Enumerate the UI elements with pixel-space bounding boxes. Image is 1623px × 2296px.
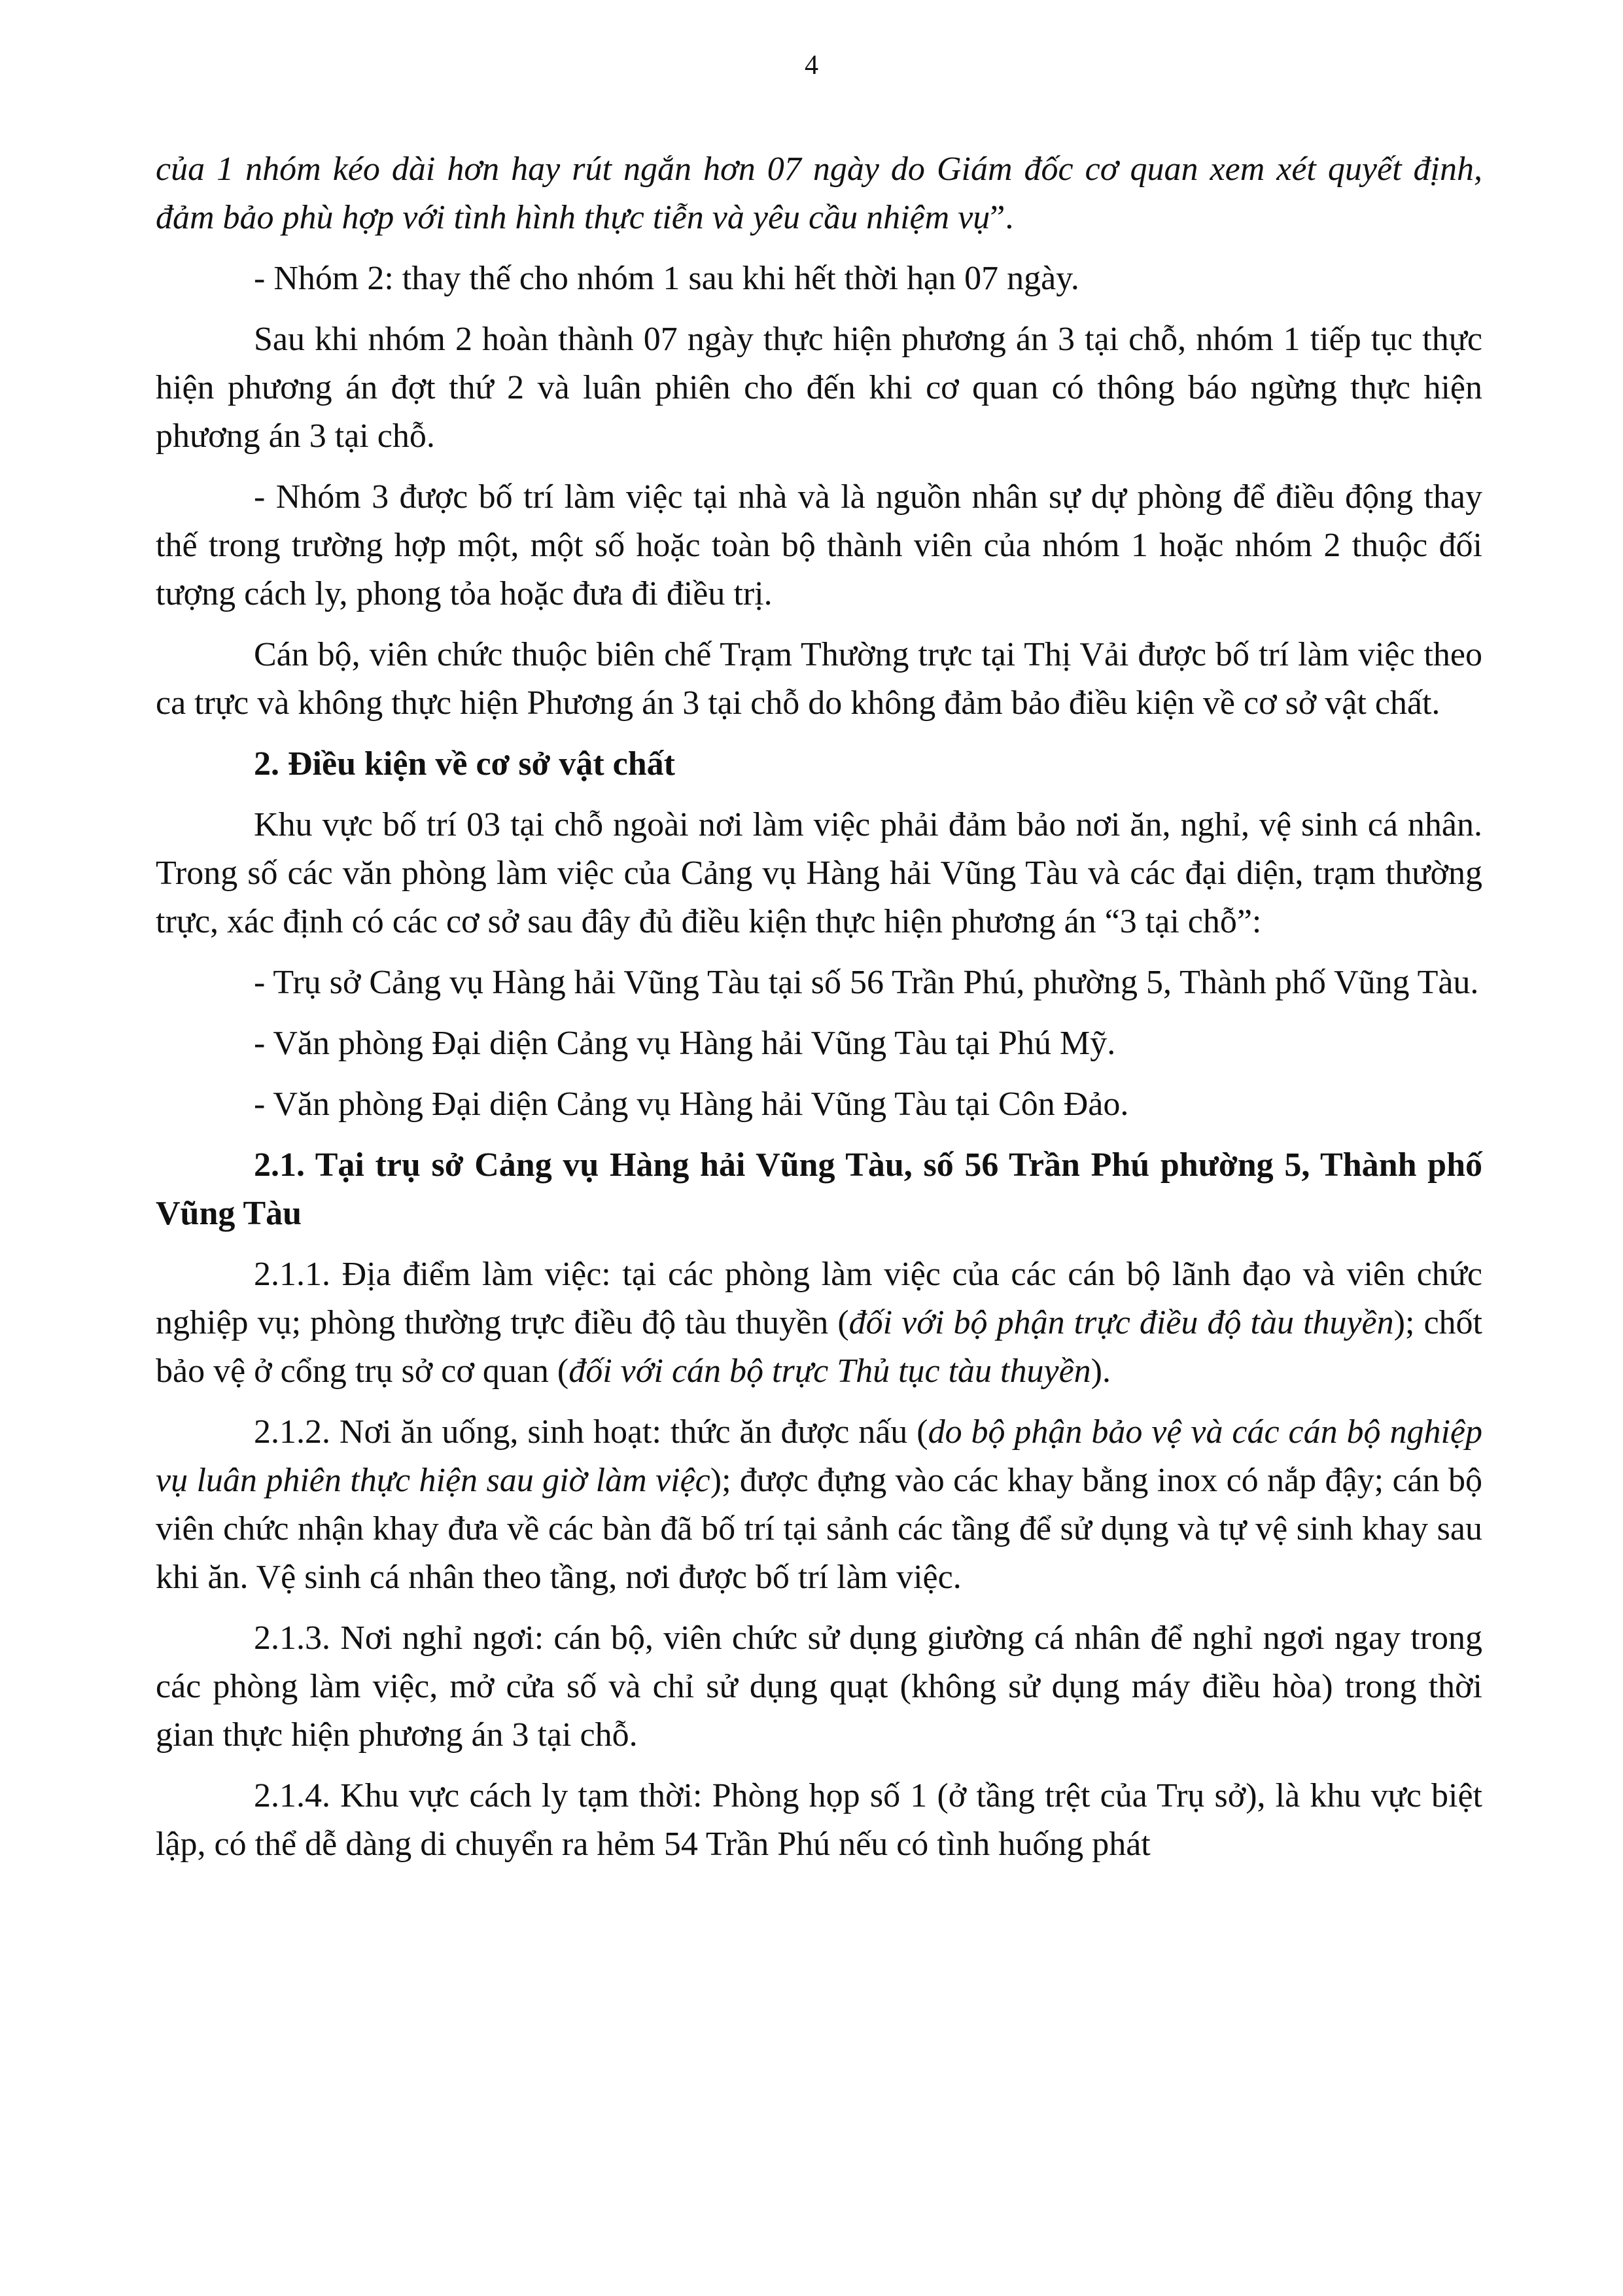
paragraph-rotation <box>156 315 1482 461</box>
paragraph-group-3 <box>156 473 1482 618</box>
document-body <box>156 145 1482 1869</box>
text-span: 2.1.1. Địa điểm làm việc: tại các phòng làm việc của các cán bộ lãnh đạo và viên chức nghiệp vụ; phòng thường trực điều độ tàu thuyền ( <box>156 1256 1482 1341</box>
paragraph-2-1-3 <box>156 1614 1482 1759</box>
heading-text: 2. Điều kiện về cơ sở vật chất <box>254 745 675 783</box>
text-span: 2.1.3. Nơi nghỉ ngơi: cán bộ, viên chức sử dụng giường cá nhân để nghỉ ngơi ngay trong các phòng làm việc, mở cửa số và chỉ sử dụng quạt (không sử dụng máy điều hòa) trong thời gian thực hiện phương án 3 tại chỗ. <box>156 1619 1482 1754</box>
text-span: ). <box>1091 1352 1111 1390</box>
paragraph-2-1-1 <box>156 1250 1482 1396</box>
list-item-headquarters <box>156 959 1482 1007</box>
italic-text: do bộ phận bảo vệ và các cán bộ nghiệp vụ luân phiên thực hiện sau giờ làm việc <box>156 1413 1483 1499</box>
paragraph-continuation <box>156 145 1482 242</box>
paragraph-group-2 <box>156 255 1482 303</box>
text-span: 2.1.2. Nơi ăn uống, sinh hoạt: thức ăn được nấu ( <box>254 1413 928 1451</box>
text-span: - Văn phòng Đại diện Cảng vụ Hàng hải Vũng Tàu tại Côn Đảo. <box>254 1086 1129 1123</box>
text-span: ); được đựng vào các khay bằng inox có nắp đậy; cán bộ viên chức nhận khay đưa về các bàn đã bố trí tại sảnh các tầng để sử dụng và tự vệ sinh khay sau khi ăn. Vệ sinh cá nhân theo tầng, nơi được bố trí làm việc. <box>156 1462 1483 1596</box>
heading-text: 2.1. Tại trụ sở Cảng vụ Hàng hải Vũng Tàu, số 56 Trần Phú phường 5, Thành phố Vũng Tàu <box>156 1146 1482 1232</box>
paragraph-thi-vai-station <box>156 631 1482 728</box>
text-span: - Trụ sở Cảng vụ Hàng hải Vũng Tàu tại số 56 Trần Phú, phường 5, Thành phố Vũng Tàu. <box>254 964 1479 1001</box>
italic-text: đối với cán bộ trực Thủ tục tàu thuyền <box>568 1352 1091 1390</box>
paragraph-2-1-4 <box>156 1772 1482 1869</box>
text-span: Sau khi nhóm 2 hoàn thành 07 ngày thực hiện phương án 3 tại chỗ, nhóm 1 tiếp tục thực hiện phương án đợt thứ 2 và luân phiên cho đến khi cơ quan có thông báo ngừng thực hiện phương án 3 tại chỗ. <box>156 321 1482 455</box>
text-span: ”. <box>990 199 1014 236</box>
italic-text: của 1 nhóm kéo dài hơn hay rút ngắn hơn 07 ngày do Giám đốc cơ quan xem xét quyết định, đảm bảo phù hợp với tình hình thực tiễn và yêu cầu nhiệm vụ <box>156 150 1482 236</box>
paragraph-2-1-2 <box>156 1408 1482 1602</box>
section-heading-2 <box>156 740 1482 788</box>
section-heading-2-1 <box>156 1141 1482 1238</box>
text-span: Khu vực bố trí 03 tại chỗ ngoài nơi làm việc phải đảm bảo nơi ăn, nghỉ, vệ sinh cá nhân. Trong số các văn phòng làm việc của Cảng vụ Hàng hải Vũng Tàu và các đại diện, trạm thường trực, xác định có các cơ sở sau đây đủ điều kiện thực hiện phương án “3 tại chỗ”: <box>156 806 1482 940</box>
list-item-phu-my-office <box>156 1019 1482 1068</box>
list-item-con-dao-office <box>156 1080 1482 1129</box>
text-span: - Nhóm 3 được bố trí làm việc tại nhà và là nguồn nhân sự dự phòng để điều động thay thế trong trường hợp một, một số hoặc toàn bộ thành viên của nhóm 1 hoặc nhóm 2 thuộc đối tượng cách ly, phong tỏa hoặc đưa đi điều trị. <box>156 478 1482 612</box>
italic-text: đối với bộ phận trực điều độ tàu thuyền <box>848 1304 1394 1341</box>
text-span: - Văn phòng Đại diện Cảng vụ Hàng hải Vũng Tàu tại Phú Mỹ. <box>254 1025 1116 1062</box>
paragraph-facility-requirements <box>156 801 1482 946</box>
text-span: Cán bộ, viên chức thuộc biên chế Trạm Thường trực tại Thị Vải được bố trí làm việc theo ca trực và không thực hiện Phương án 3 tại chỗ do không đảm bảo điều kiện về cơ sở vật chất. <box>156 636 1482 722</box>
text-span: ); chốt bảo vệ ở cổng trụ sở cơ quan ( <box>156 1304 1483 1390</box>
text-span: - Nhóm 2: thay thế cho nhóm 1 sau khi hết thời hạn 07 ngày. <box>254 260 1079 297</box>
text-span: 2.1.4. Khu vực cách ly tạm thời: Phòng họp số 1 (ở tầng trệt của Trụ sở), là khu vực biệt lập, có thể dễ dàng di chuyển ra hẻm 54 Trần Phú nếu có tình huống phát <box>156 1777 1482 1863</box>
page-number: 4 <box>805 50 818 80</box>
